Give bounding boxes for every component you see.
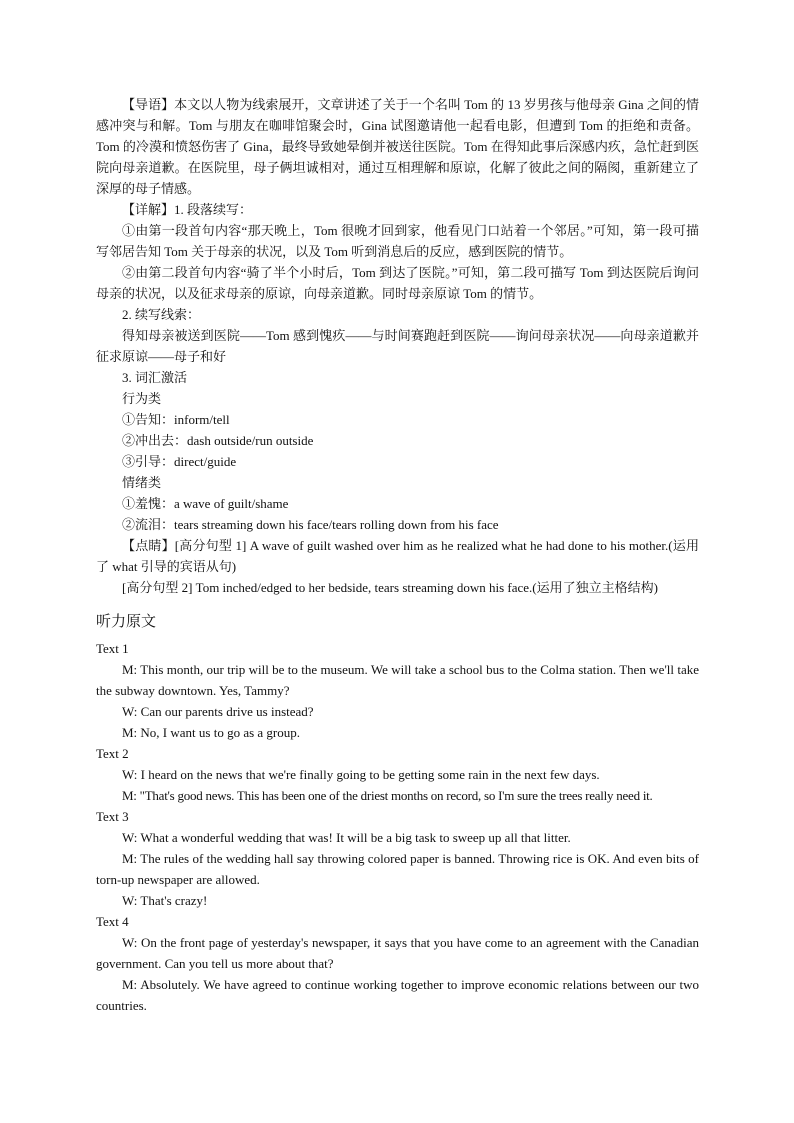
intro-paragraph <box>96 94 699 199</box>
dialogue-line: W: On the front page of yesterday's newspaper, it says that you have come to an agreement with the Canadian government. Can you tell us more about that? <box>96 935 699 971</box>
vocab-heading: 3. 词汇激活 <box>122 370 188 385</box>
text-4 <box>96 911 699 1016</box>
dialogue-line: M: The rules of the wedding hall say throwing colored paper is banned. Throwing rice is OK. And even bits of torn-up newspaper are allowed. <box>96 851 699 887</box>
listening-title: 听力原文 <box>96 612 157 630</box>
dialogue-line: M: This month, our trip will be to the museum. We will take a school bus to the Colma station. Then we'll take the subway downtown. Yes, Tammy? <box>96 662 699 698</box>
detail-label: 【详解】 <box>122 202 175 217</box>
highlight-sentence-1 <box>96 535 699 577</box>
intro-rest: 间的情感冲突与和解。Tom 与朋友在咖啡馆聚会时，Gina 试图邀请他一起看电影，但遭到 Tom 的拒绝和责备。Tom 的冷漠和愤怒伤害了 Gina，最终导致她晕倒并被送往医院。Tom 在得知此事后深感内疚，急忙赶到医院向母亲道歉。在医院里，母子俩坦诚相对，通过互相理解和原谅，化解了彼此之间的隔阂，重新建立了深厚的母子情感。 <box>96 97 699 196</box>
dialogue-line: W: I heard on the news that we're finally going to be getting some rain in the next few days. <box>122 767 600 782</box>
clue-text: 得知母亲被送到医院——Tom 感到愧疚——与时间赛跑赶到医院——询问母亲状况——向母亲道歉并征求原谅——母子和好 <box>96 328 699 364</box>
clue-heading: 2. 续写线索： <box>122 307 201 322</box>
dialogue-line: M: No, I want us to go as a group. <box>122 725 301 740</box>
dialogue-line: M: Absolutely. We have agreed to continue working together to improve economic relations between our two countries. <box>96 977 699 1013</box>
vocab-category-2: 情绪类 <box>122 475 162 490</box>
detail-para-2: ②由第二段首句内容“骑了半个小时后，Tom 到达了医院。”可知，第二段可描写 Tom 到达医院后询问母亲的状况，以及征求母亲的原谅，向母亲道歉。同时母亲原谅 Tom 的情节。 <box>96 265 699 301</box>
intro-line1: 本文以人物为线索展开，文章讲述了关于一个名叫 Tom 的 13 岁男孩与他母亲 Gina 之 <box>174 97 660 112</box>
detail-heading-line <box>96 199 699 220</box>
detail-heading: 1. 段落续写： <box>174 202 253 217</box>
text-label: Text 3 <box>96 809 129 824</box>
text-label: Text 4 <box>96 914 129 929</box>
highlight-sentence-2: [高分句型 2] Tom inched/edged to her bedside, tears streaming down his face.(运用了独立主格结构) <box>122 580 658 595</box>
vocab-item-5: ②流泪：tears streaming down his face/tears rolling down from his face <box>122 517 499 532</box>
dialogue-line: M: "That's good news. This has been one of the driest months on record, so I'm sure the trees really need it. <box>122 788 653 803</box>
text-label: Text 1 <box>96 641 129 656</box>
intro-label: 【导语】 <box>122 97 175 112</box>
vocab-item-3: ③引导：direct/guide <box>122 454 237 469</box>
text-2 <box>96 743 699 806</box>
vocab-category-1: 行为类 <box>122 391 162 406</box>
highlight-label: 【点睛】 <box>122 538 175 553</box>
document-page <box>96 94 699 1016</box>
dialogue-line: W: What a wonderful wedding that was! It will be a big task to sweep up all that litter. <box>122 830 571 845</box>
detail-para-1: ①由第一段首句内容“那天晚上，Tom 很晚才回到家，他看见门口站着一个邻居。”可知，第一段可描写邻居告知 Tom 关于母亲的状况，以及 Tom 听到消息后的反应，感到医院的情节。 <box>96 223 699 259</box>
highlight-s1: [高分句型 1] A wave of guilt washed over him as he realized what he had done to his mother.(运用了 what 引导的宾语从句) <box>96 538 699 574</box>
dialogue-line: W: Can our parents drive us instead? <box>122 704 314 719</box>
vocab-item-2: ②冲出去：dash outside/run outside <box>122 433 314 448</box>
vocab-item-1: ①告知：inform/tell <box>122 412 230 427</box>
dialogue-line: W: That's crazy! <box>122 893 208 908</box>
vocab-item-4: ①羞愧：a wave of guilt/shame <box>122 496 289 511</box>
text-1 <box>96 638 699 743</box>
text-3 <box>96 806 699 911</box>
text-label: Text 2 <box>96 746 129 761</box>
